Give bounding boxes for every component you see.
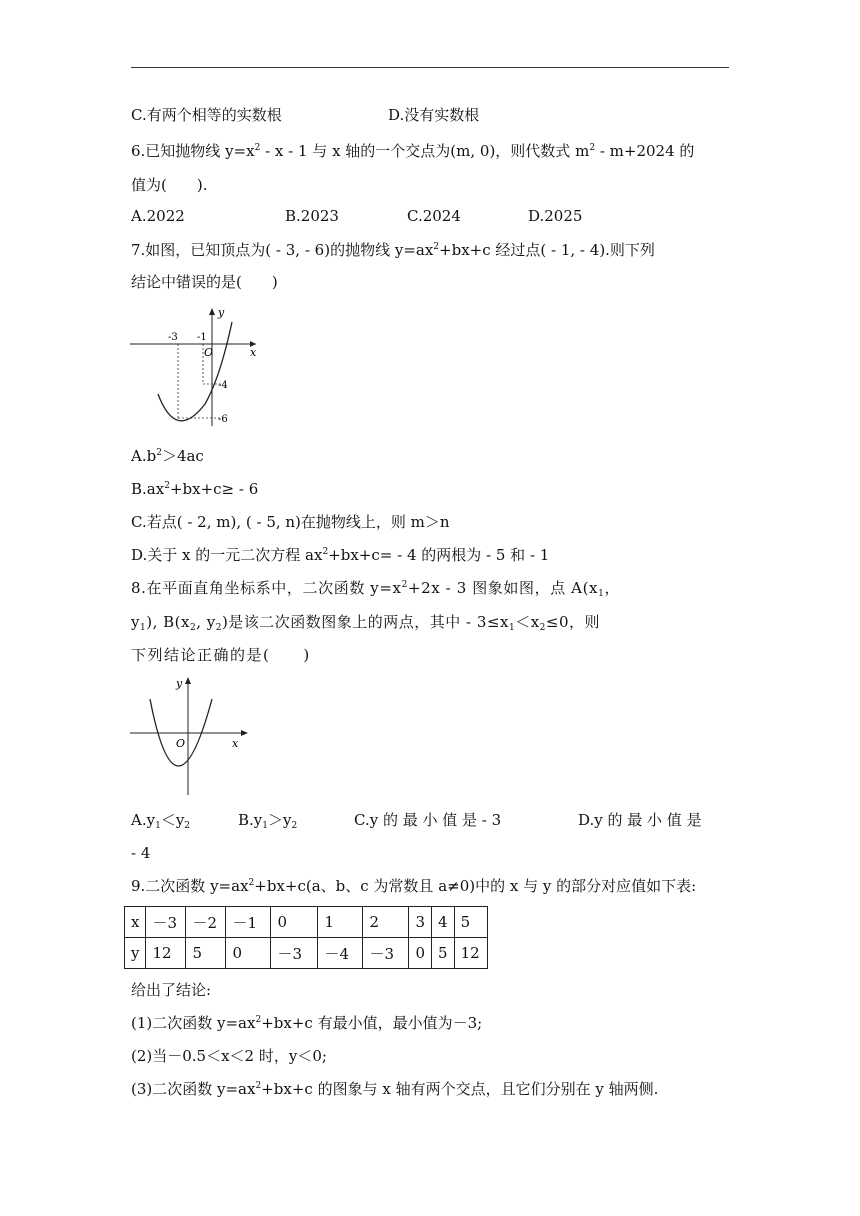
q9-conclusion-3: (3)二次函数 $y=ax^2+bx+c$ 的图象与 x 轴有两个交点，且它们分别在 y 轴两侧.	[131, 1080, 659, 1098]
table-cell: 1	[318, 907, 363, 938]
q8-stem-line3: 下列结论正确的是( )	[131, 646, 311, 664]
q7-graph-tick-neg3: -3	[168, 332, 178, 343]
q7-graph-x-label: x	[250, 346, 257, 359]
q8-option-d-continued: - 4	[131, 844, 151, 862]
table-cell: －3	[146, 907, 186, 938]
q6-option-b: B.2023	[285, 207, 339, 225]
q7-parabola-graph	[128, 306, 268, 436]
q7-option-a: $A.b^2>4ac$	[131, 447, 204, 465]
q7-graph-origin-label: O	[204, 346, 214, 359]
table-cell: －3	[363, 938, 409, 969]
table-cell: 0	[226, 938, 271, 969]
q7-stem-line1: 7.如图，已知顶点为( - 3, - 6)的抛物线 $y=ax^2+bx+c$ 经过点( - 1, - 4).则下列	[131, 241, 655, 259]
q7-graph-tick-neg1: -1	[197, 332, 207, 343]
table-cell: 4	[432, 907, 455, 938]
q8-graph-origin-label: O	[176, 737, 186, 750]
q8-parabola-graph	[128, 673, 258, 798]
table-cell: 0	[271, 907, 318, 938]
table-cell: 5	[454, 907, 487, 938]
q7-option-d: D.关于 x 的一元二次方程 $ax^2+bx+c= - 4$ 的两根为 - 5 和 - 1	[131, 546, 550, 564]
table-cell: 5	[186, 938, 226, 969]
q9-conclusion-1: (1)二次函数 $y=ax^2+bx+c$ 有最小值，最小值为－3;	[131, 1014, 483, 1032]
table-cell: 3	[409, 907, 432, 938]
q9-conclusion-2: (2)当－0.5＜x＜2 时，y＜0;	[131, 1047, 327, 1065]
q6-option-d: D.2025	[528, 207, 583, 225]
q7-option-b: $B.ax^2+bx+c\ge - 6$	[131, 480, 259, 498]
q8-option-d: D.y 的 最 小 值 是	[578, 811, 702, 829]
table-cell: －4	[318, 938, 363, 969]
q9-given-label: 给出了结论:	[131, 981, 212, 999]
q6-stem-line2: 值为( ).	[131, 176, 208, 194]
table-cell: －1	[226, 907, 271, 938]
q7-graph-tick-neg6: -6	[218, 414, 228, 425]
q8-option-c: C.y 的 最 小 值 是 - 3	[354, 811, 502, 829]
q7-graph-y-label: y	[218, 306, 225, 319]
table-row-y	[125, 938, 488, 969]
q8-option-b: $B.y_1>y_2$	[238, 811, 298, 831]
q7-graph-tick-neg4: -4	[218, 380, 228, 391]
q6-stem-line1: 6.已知抛物线 $y=x^2 - x - 1$ 与 x 轴的一个交点为(m, 0)，则代数式 $m^2 - m+2024$ 的	[131, 142, 695, 160]
table-cell: 12	[454, 938, 487, 969]
table-cell: 12	[146, 938, 186, 969]
table-cell-y-label: y	[125, 938, 146, 969]
q7-option-c: C.若点( - 2, m), ( - 5, n)在抛物线上，则 m＞n	[131, 513, 450, 531]
table-cell: －2	[186, 907, 226, 938]
q8-stem-line1: 8.在平面直角坐标系中，二次函数 $y=x^2+2x - 3$ 图象如图，点 $A(x_1$，	[131, 579, 621, 599]
table-cell: 0	[409, 938, 432, 969]
q6-option-c: C.2024	[407, 207, 461, 225]
header-rule	[131, 67, 729, 68]
table-cell-x-label: x	[125, 907, 146, 938]
table-cell: －3	[271, 938, 318, 969]
q5-option-d: D.没有实数根	[388, 106, 480, 124]
table-cell: 5	[432, 938, 455, 969]
q9-value-table	[124, 906, 488, 969]
q6-option-a: A.2022	[131, 207, 185, 225]
q9-stem-line1: 9.二次函数 $y=ax^2+bx+c(a$、b、c 为常数且 a≠0)中的 x 与 y 的部分对应值如下表:	[131, 877, 697, 895]
q8-graph-y-label: y	[176, 677, 183, 690]
table-row-x	[125, 907, 488, 938]
q8-option-a: $A.y_1<y_2$	[131, 811, 191, 831]
q8-graph-x-label: x	[232, 737, 239, 750]
q7-stem-line2: 结论中错误的是( )	[131, 273, 278, 291]
q5-option-c: C.有两个相等的实数根	[131, 106, 282, 124]
table-cell: 2	[363, 907, 409, 938]
q8-stem-line2: $y_1$), $B(x_2$, $y_2$)是该二次函数图象上的两点，其中 - $3\le x_1<x_2\le 0$，则	[131, 613, 601, 633]
